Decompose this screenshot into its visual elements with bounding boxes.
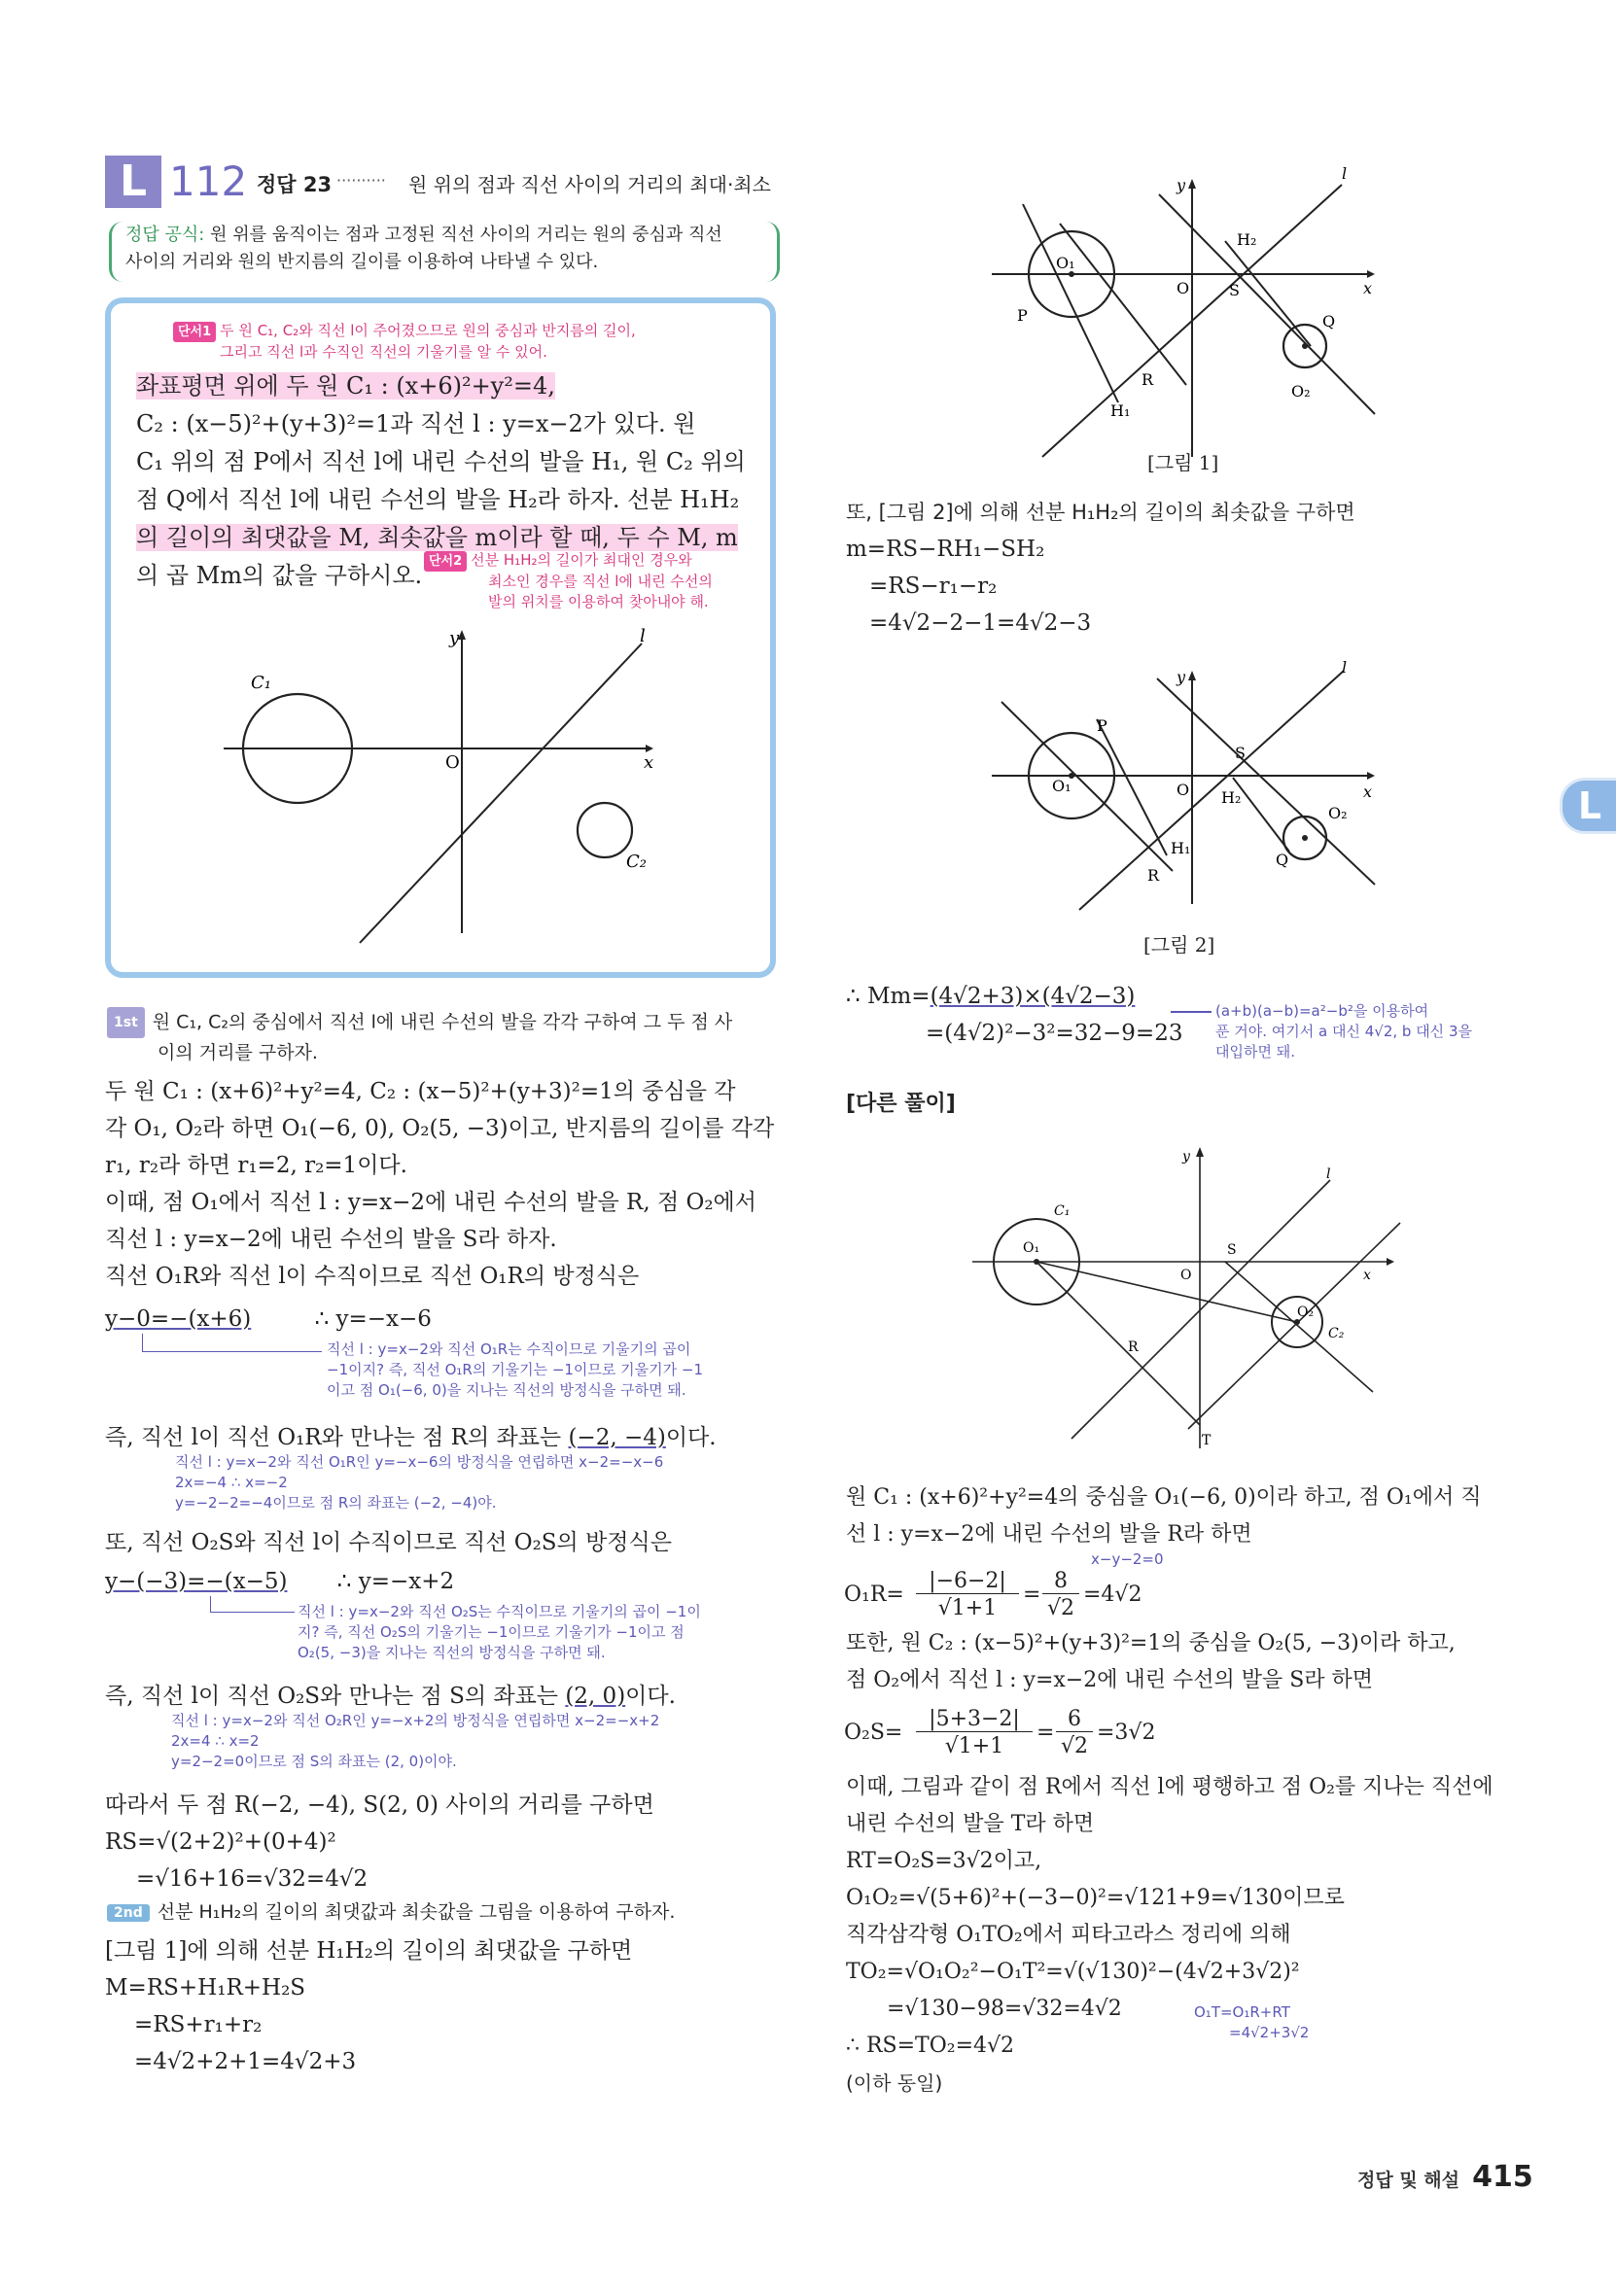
formula-line1: 원 위를 움직이는 점과 고정된 직선 사이의 거리는 원의 중심과 직선 [210,225,722,245]
f1-center-o2 [1302,343,1308,349]
note2-line3: y=−2−2=−4이므로 점 R의 좌표는 (−2, −4)야. [175,1494,497,1512]
f1-label-q: Q [1322,312,1336,330]
step2-m1: M=RS+H₁R+H₂S [105,1975,306,2000]
hint1 [173,321,636,363]
s-coord: (2, 0) [565,1684,626,1709]
alt-line-3: 또한, 원 C₂ : (x−5)²+(y+3)²=1의 중심을 O₂(5, −3)이라 하고, [846,1631,1456,1655]
eq2-left: y−(−3)=−(x−5) [105,1569,288,1594]
alt-line-5: 이때, 그림과 같이 점 R에서 직선 l에 평행하고 점 O₂를 지나는 직선에 [846,1775,1493,1799]
o1r-den: √1+1 [937,1596,998,1620]
min-line1: 또, [그림 2]에 의해 선분 H₁H₂의 길이의 최솟값을 구하면 [846,501,1355,524]
alt-figure [963,1137,1410,1458]
f1-label-l: l [1342,165,1348,183]
alt-label-t: T [1202,1433,1212,1448]
problem-line-6: 의 곱 Mm의 값을 구하시오. [136,562,423,589]
fig-label-x: x [644,752,654,773]
alt-note-a: O₁T=O₁R+RT [1194,2003,1290,2021]
alt-label-s: S [1227,1242,1237,1258]
answer-label: 정답 23 [257,173,333,196]
problem-line-4: 점 Q에서 직선 l에 내린 수선의 발을 H₂라 하자. 선분 H₁H₂ [136,486,740,513]
step1-line-1: 두 원 C₁ : (x+6)²+y²=4, C₂ : (x−5)²+(y+3)²=1의 중심을 각 [105,1079,736,1104]
s-line-post: 이다. [625,1684,676,1709]
step1-s-intro: 또, 직선 O₂S와 직선 l이 수직이므로 직선 O₂S의 방정식은 [105,1530,672,1555]
f2-label-y: y [1177,668,1186,686]
o2s-res: =3√2 [1097,1721,1156,1745]
section-badge: L [105,156,161,208]
step2-line1: [그림 1]에 의해 선분 H₁H₂의 길이의 최댓값을 구하면 [105,1938,633,1964]
rs-2: =√16+16=√32=4√2 [136,1866,369,1892]
f1-label-r: R [1142,370,1154,389]
note1-arrow [142,1334,322,1352]
o1r-mid-num: 8 [1042,1569,1079,1594]
note1-line3: 이고 점 O₁(−6, 0)을 지나는 직선의 방정식을 구하면 돼. [327,1381,686,1399]
step2-m3: =4√2+2+1=4√2+3 [134,2049,357,2074]
step2-m2: =RS+r₁+r₂ [134,2012,263,2037]
hint1-line2: 그리고 직선 l과 수직인 직선의 기울기를 알 수 있어. [220,343,547,361]
note1-line1: 직선 l : y=x−2와 직선 O₁R는 수직이므로 기울기의 곱이 [327,1340,691,1358]
f2-label-l: l [1342,661,1348,677]
alt-label-c2: C₂ [1328,1326,1345,1341]
alt-label-r: R [1128,1339,1139,1355]
f2-label-o2: O₂ [1328,804,1348,822]
f2-line-l [1079,671,1344,910]
alt-center-o1 [1034,1259,1039,1265]
step1-eq1 [105,1301,432,1338]
fig2-caption: [그림 2] [1143,933,1215,957]
f2-line-a [1001,702,1173,871]
alt-line-o1o2 [1036,1262,1297,1322]
eq1-right: ∴ y=−x−6 [314,1306,432,1332]
fig-label-c2: C₂ [626,852,647,872]
alt-line-10: TO₂=√O₁O₂²−O₁T²=√(√130)²−(4√2+3√2)² [846,1960,1300,1984]
f2-center-o2 [1302,835,1308,841]
step1-title-line1: 원 C₁, C₂의 중심에서 직선 l에 내린 수선의 발을 각각 구하여 그 두 점 사 [152,1011,733,1033]
page-number: 415 [1472,2160,1533,2194]
alt-y-arrow [1196,1147,1204,1157]
product-note-2: 푼 거야. 여기서 a 대신 4√2, b 대신 3을 [1215,1023,1472,1040]
r-coord: (−2, −4) [568,1425,666,1450]
note2-line1: 직선 l : y=x−2와 직선 O₁R인 y=−x−6의 방정식을 연립하면 x−2=−x−6 [175,1453,664,1471]
o2s-den: √1+1 [944,1734,1004,1758]
hint2 [424,550,713,612]
f2-label-h1: H₁ [1171,839,1191,857]
min-m2: =RS−r₁−r₂ [869,574,998,599]
f2-label-p: P [1097,716,1107,735]
note4-line1: 직선 l : y=x−2와 직선 O₂R인 y=−x+2의 방정식을 연립하면 x−2=−x+2 [171,1712,660,1729]
step1-line-6: 직선 O₁R와 직선 l이 수직이므로 직선 O₁R의 방정식은 [105,1264,640,1289]
o2s-mid-num: 6 [1056,1707,1093,1732]
f1-label-o2: O₂ [1291,382,1311,400]
rs-1: RS=√(2+2)²+(0+4)² [105,1829,336,1855]
step1-badge: 1st [107,1007,145,1038]
f2-x-arrow [1367,772,1375,780]
step2-title-text: 선분 H₁H₂의 길이의 최댓값과 최솟값을 그림을 이용하여 구하자. [157,1901,676,1923]
f2-line-b [1097,719,1167,855]
f1-label-o1: O₁ [1056,254,1075,272]
figure-2 [982,661,1390,914]
side-tab: L [1560,778,1616,834]
eq1-left: y−0=−(x+6) [105,1306,252,1332]
step1-r-line [105,1419,717,1456]
alt-line-13: (이하 동일) [846,2071,943,2095]
note3-line3: O₂(5, −3)을 지나는 직선의 방정식을 구하면 돼. [298,1644,606,1661]
min-m3: =4√2−2−1=4√2−3 [869,610,1092,636]
o2s-lhs: O₂S= [844,1721,903,1745]
problem-line-3: C₁ 위의 점 P에서 직선 l에 내린 수선의 발을 H₁, 원 C₂ 위의 [136,448,746,475]
alt-label-x: x [1363,1268,1371,1283]
step1-title [107,1007,732,1067]
s-line-pre: 즉, 직선 l이 직선 O₂S와 만나는 점 S의 좌표는 [105,1684,566,1709]
product-line2: =(4√2)²−3²=32−9=23 [926,1021,1183,1046]
fig-label-o: O [445,752,460,773]
product-note-arrow [1171,1011,1212,1013]
product-note-3: 대입하면 돼. [1215,1043,1295,1061]
problem-topic: 원 위의 점과 직선 사이의 거리의 최대·최소 [408,173,771,196]
f2-y-arrow [1188,671,1196,680]
step1-eq2 [105,1563,454,1600]
step1-line-3: r₁, r₂라 하면 r₁=2, r₂=1이다. [105,1153,407,1178]
r-line-pre: 즉, 직선 l이 직선 O₁R와 만나는 점 R의 좌표는 [105,1425,569,1450]
fig1-caption: [그림 1] [1147,451,1219,474]
header-dots: ·········· [336,171,386,190]
note1-line2: −1이지? 즉, 직선 O₁R의 기울기는 −1이므로 기울기가 −1 [327,1361,704,1378]
f2-label-q: Q [1276,851,1289,869]
alt-lines-b [846,1625,1456,1699]
product [846,978,1182,1052]
alt-lines-a [846,1479,1482,1553]
hint2-line1: 선분 H₁H₂의 길이가 최대인 경우와 [471,551,692,569]
alt-label-c1: C₁ [1054,1203,1071,1219]
line-l [360,644,642,943]
formula-label: 정답 공식: [125,225,205,245]
alt-title: [다른 풀이] [846,1092,956,1116]
alt-label-o2: O₂ [1297,1305,1315,1320]
fig-label-c1: C₁ [251,673,271,693]
formula-box [109,222,780,282]
f1-label-o: O [1177,279,1190,297]
fig-label-l: l [640,626,646,646]
hint1-line1: 두 원 C₁, C₂와 직선 l이 주어졌으므로 원의 중심과 반지름의 길이, [220,322,636,339]
note2-line2: 2x=−4 ∴ x=−2 [175,1474,288,1491]
r-line-post: 이다. [665,1425,717,1450]
alt-label-o1: O₁ [1023,1240,1040,1256]
step1-line-4: 이때, 점 O₁에서 직선 l : y=x−2에 내린 수선의 발을 R, 점 O₂에서 [105,1190,756,1215]
min-m1: m=RS−RH₁−SH₂ [846,537,1045,562]
alt-sub-note: x−y−2=0 [1091,1550,1164,1568]
alt-lines-c [846,1769,1493,2102]
product-note-1: (a+b)(a−b)=a²−b²을 이용하여 [1215,1002,1429,1020]
note1 [327,1339,703,1401]
step2-body [105,1932,632,2080]
note4-line3: y=2−2=0이므로 점 S의 좌표는 (2, 0)이야. [171,1753,457,1770]
footer [1357,2160,1533,2194]
step2-badge: 2nd [107,1904,150,1922]
alt-line-o1r [1036,1262,1132,1357]
f2-line-d [1233,778,1289,852]
footer-label: 정답 및 해설 [1357,2170,1459,2191]
alt-label-y: y [1182,1149,1190,1165]
problem-line-5: 의 길이의 최댓값을 M, 최솟값을 m이라 할 때, 두 수 M, m [136,524,738,551]
f2-label-h2: H₂ [1221,788,1242,807]
alt-line-l [1071,1180,1330,1439]
alt-line-1: 원 C₁ : (x+6)²+y²=4의 중심을 O₁(−6, 0)이라 하고, 점 O₁에서 직 [846,1485,1482,1510]
x-axis-arrow [646,745,653,752]
alt-line-4: 점 O₂에서 직선 l : y=x−2에 내린 수선의 발을 S라 하면 [846,1668,1374,1692]
f2-label-o1: O₁ [1052,777,1071,795]
circle-c2 [578,803,632,857]
step1-dist [105,1787,654,1897]
note2 [175,1452,663,1513]
alt-line-11: =√130−98=√32=4√2 [887,1997,1122,2021]
f1-line-o1r [1060,224,1186,385]
hint2-line2: 최소인 경우를 직선 l에 내린 수선의 [488,573,713,590]
note3-arrow [210,1596,295,1613]
alt-x-arrow [1387,1258,1394,1266]
step1-title-line2: 이의 거리를 구하자. [158,1042,318,1063]
alt-line-8: O₁O₂=√(5+6)²+(−3−0)²=√121+9=√130이므로 [846,1886,1345,1910]
hint1-badge: 단서1 [173,322,216,342]
f1-label-x: x [1363,279,1373,297]
alt-line-7: RT=O₂S=3√2이고, [846,1849,1042,1873]
f1-label-h2: H₂ [1237,230,1257,249]
figure-1 [982,165,1390,476]
fig-label-y: y [449,628,460,648]
alt-label-l: l [1326,1166,1331,1182]
alt-line-12: ∴ RS=TO₂=4√2 [846,2034,1015,2058]
note4 [171,1711,659,1772]
note3-line2: 지? 즉, 직선 O₂S의 기울기는 −1이므로 기울기가 −1이고 점 [298,1623,685,1641]
step1-line-2: 각 O₁, O₂라 하면 O₁(−6, 0), O₂(5, −3)이고, 반지름의 길이를 각각 [105,1116,775,1141]
eq2-right: ∴ y=−x+2 [336,1569,455,1594]
f2-label-s: S [1235,744,1246,762]
hint2-line3: 발의 위치를 이용하여 찾아내야 해. [488,593,709,610]
f1-x-arrow [1367,270,1375,278]
o1r-lhs: O₁R= [844,1583,904,1607]
product-pre: ∴ Mm= [846,984,931,1009]
f2-label-o: O [1177,781,1190,799]
problem-number: 112 [169,157,248,205]
dist-intro: 따라서 두 점 R(−2, −4), S(2, 0) 사이의 거리를 구하면 [105,1792,654,1818]
f1-label-s: S [1229,281,1240,299]
formula-line2: 사이의 거리와 원의 반지름의 길이를 이용하여 나타낼 수 있다. [125,252,599,272]
alt-line-rt [1132,1357,1200,1425]
alt-note [1194,2002,1309,2043]
min-part [846,494,1355,642]
alt-line-9: 직각삼각형 O₁TO₂에서 피타고라스 정리에 의해 [846,1923,1291,1947]
step2-title [107,1897,675,1924]
note4-line2: 2x=4 ∴ x=2 [171,1732,260,1750]
f1-y-arrow [1188,179,1196,189]
f1-label-y: y [1177,176,1186,194]
o2s-mid-den: √2 [1060,1734,1088,1758]
alt-line-6: 내린 수선의 발을 T라 하면 [846,1812,1095,1836]
problem-header [105,156,786,208]
o1r-num: |−6−2| [916,1569,1019,1594]
o1r-res: =4√2 [1083,1583,1142,1607]
problem-line-2: C₂ : (x−5)²+(y+3)²=1과 직선 l : y=x−2가 있다. 원 [136,410,696,437]
product-ul: (4√2+3)×(4√2−3) [930,984,1136,1009]
o1r-mid-den: √2 [1046,1596,1074,1620]
alt-line-t [1188,1223,1400,1429]
note3 [298,1602,701,1663]
step1-body [105,1073,774,1295]
alt-note-b: =4√2+3√2 [1229,2024,1310,2041]
f2-label-r: R [1147,866,1160,885]
note3-line1: 직선 l : y=x−2와 직선 O₂S는 수직이므로 기울기의 곱이 −1이 [298,1603,701,1620]
y-axis-arrow [458,630,466,640]
hint2-badge: 단서2 [424,551,467,572]
f1-label-h1: H₁ [1110,401,1131,420]
product-note [1215,1001,1472,1062]
problem-line-1: 좌표평면 위에 두 원 C₁ : (x+6)²+y²=4, [136,372,555,400]
step1-s-line [105,1678,676,1715]
problem-figure [194,622,681,953]
alt-line-2: 선 l : y=x−2에 내린 수선의 발을 R라 하면 [846,1522,1252,1547]
step1-line-5: 직선 l : y=x−2에 내린 수선의 발을 S라 하자. [105,1227,557,1252]
alt-label-o: O [1180,1268,1192,1283]
f2-label-x: x [1363,783,1373,801]
f1-label-p: P [1017,306,1028,325]
o2s-num: |5+3−2| [916,1707,1033,1732]
